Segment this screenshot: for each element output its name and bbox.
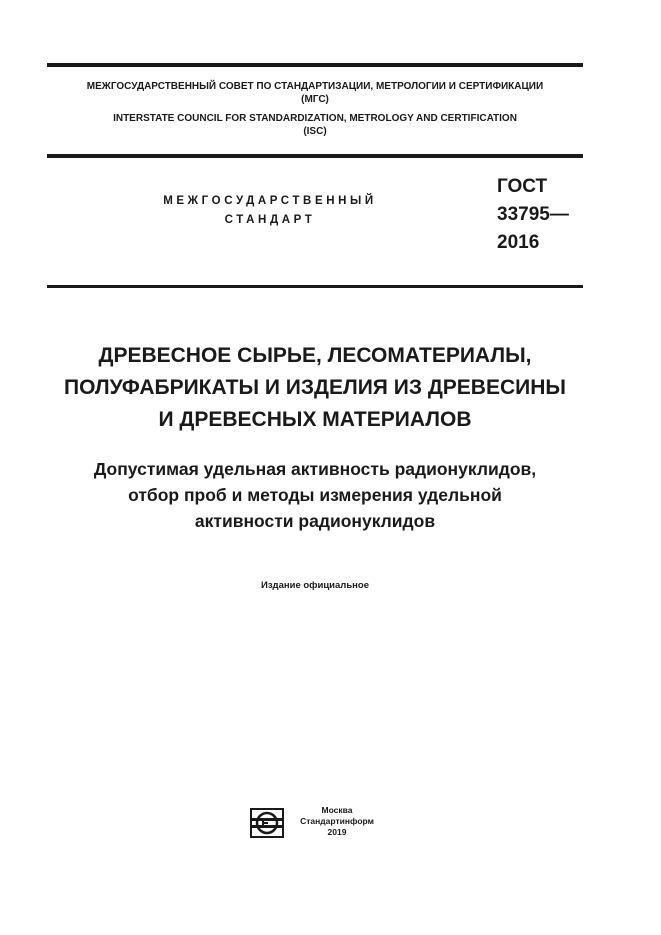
standard-kind-line2: СТАНДАРТ	[224, 214, 316, 226]
publisher-year: 2019	[327, 827, 347, 837]
standard-designation	[497, 173, 569, 257]
title-line1: ДРЕВЕСНОЕ СЫРЬЕ, ЛЕСОМАТЕРИАЛЫ,	[98, 344, 532, 367]
subtitle-line3: активности радионуклидов	[194, 511, 436, 531]
title-line2: ПОЛУФАБРИКАТЫ И ИЗДЕЛИЯ ИЗ ДРЕВЕСИНЫ	[64, 376, 566, 399]
council-en	[47, 112, 583, 138]
header-divider	[47, 154, 583, 158]
council-ru-name: МЕЖГОСУДАРСТВЕННЫЙ СОВЕТ ПО СТАНДАРТИЗАЦИИ, МЕТРОЛОГИИ И СЕРТИФИКАЦИИ	[86, 81, 544, 92]
publisher	[294, 805, 380, 838]
document-title	[40, 340, 590, 436]
council-en-name: INTERSTATE COUNCIL FOR STANDARDIZATION, METROLOGY AND CERTIFICATION	[113, 113, 517, 124]
standartinform-logo-icon	[250, 808, 284, 838]
standard-number: 33795—	[497, 204, 569, 225]
document-subtitle	[40, 456, 590, 534]
edition-label: Издание официальное	[261, 580, 369, 591]
section-divider	[47, 285, 583, 288]
top-divider	[47, 63, 583, 67]
standard-prefix: ГОСТ	[497, 176, 548, 197]
title-line3: И ДРЕВЕСНЫХ МАТЕРИАЛОВ	[158, 408, 472, 431]
subtitle-line1: Допустимая удельная активность радионуклидов,	[93, 459, 537, 479]
publisher-city: Москва	[321, 805, 353, 815]
council-ru-abbr: (МГС)	[301, 94, 329, 105]
subtitle-line2: отбор проб и методы измерения удельной	[128, 485, 502, 505]
publisher-name: Стандартинформ	[300, 816, 374, 826]
council-ru	[47, 80, 583, 106]
council-en-abbr: (ISC)	[303, 126, 327, 137]
standard-kind	[100, 192, 440, 230]
standard-kind-line1: МЕЖГОСУДАРСТВЕННЫЙ	[163, 195, 377, 207]
standard-year: 2016	[497, 232, 540, 253]
